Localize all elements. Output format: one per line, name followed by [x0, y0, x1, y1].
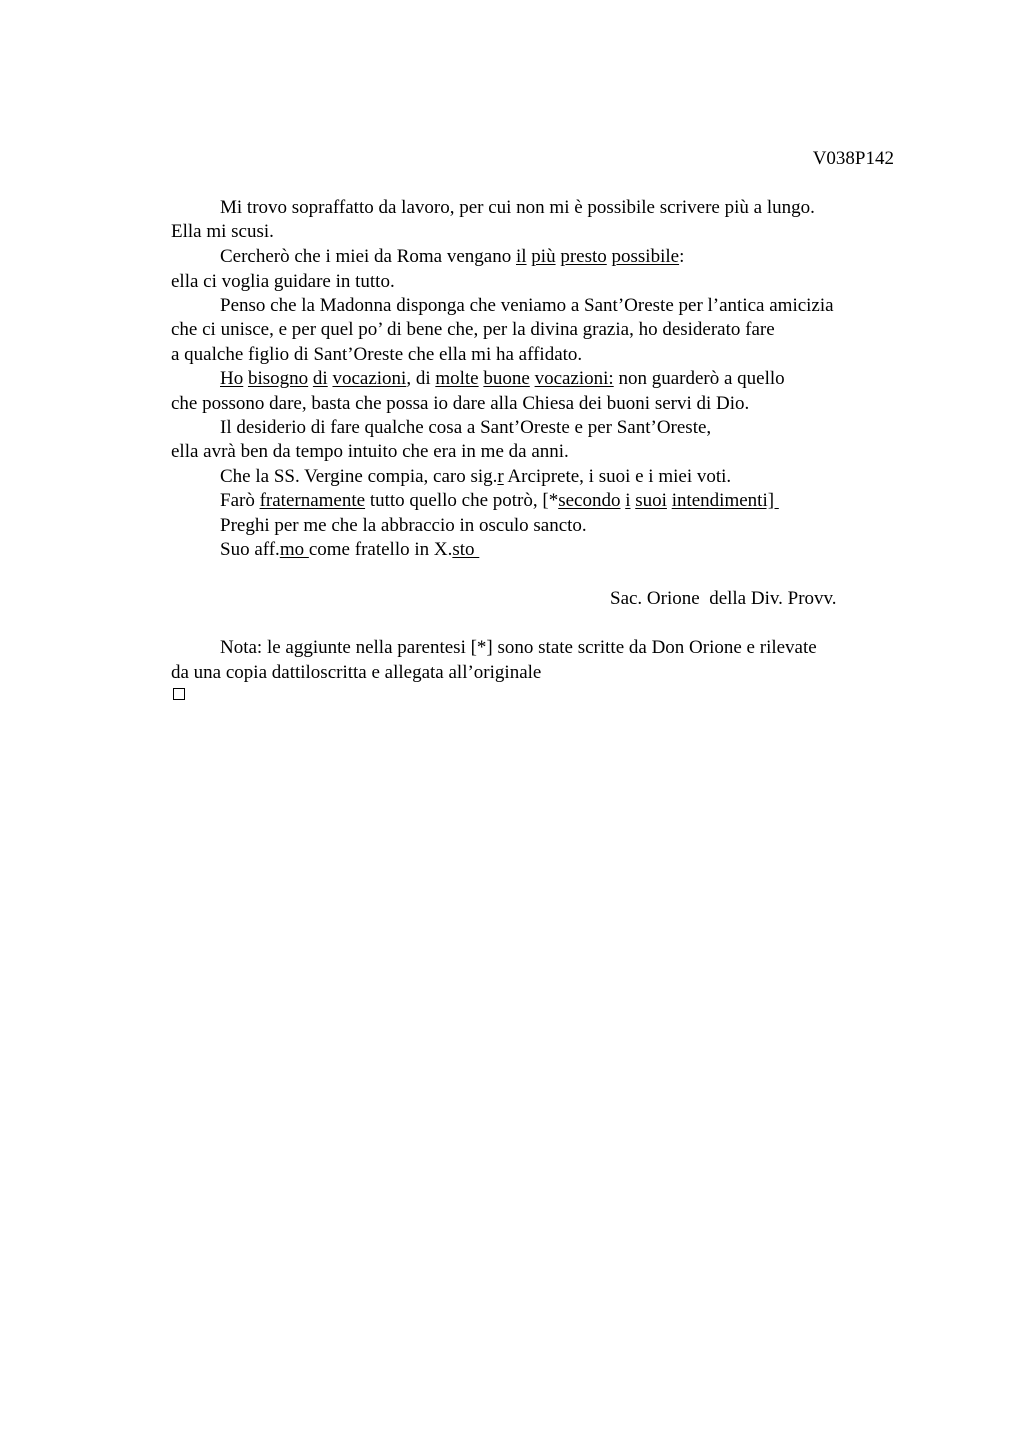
text: : — [679, 246, 685, 267]
underlined-word: mo — [279, 539, 309, 560]
text: Che la SS. Vergine compia, caro sig. — [220, 466, 498, 487]
text: tutto quello che potrò, [* — [365, 490, 559, 511]
underlined-word: possibile — [611, 246, 680, 267]
letter-line: Preghi per me che la abbraccio in osculo sancto. — [220, 515, 587, 536]
signature: Sac. Orione della Div. Provv. — [610, 588, 837, 609]
note-line: da una copia dattiloscritta e allegata all’originale — [171, 662, 542, 683]
text: Suo aff. — [220, 539, 280, 560]
letter-line — [220, 538, 479, 562]
letter-line: che possono dare, basta che possa io dare alla Chiesa dei buoni servi di Dio. — [171, 393, 750, 414]
underlined-word: bisogno — [247, 368, 309, 389]
underlined-word: fraternamente — [259, 490, 366, 511]
underlined-word: presto — [560, 246, 607, 267]
letter-line: Mi trovo sopraffatto da lavoro, per cui non mi è possibile scrivere più a lungo. — [220, 197, 815, 218]
letter-line — [220, 367, 785, 391]
underlined-word: buone — [483, 368, 530, 389]
text: Farò — [220, 490, 260, 511]
underlined-word: più — [531, 246, 556, 267]
text: , di — [406, 368, 436, 389]
underlined-word: r — [497, 466, 504, 487]
page-id: V038P142 — [812, 148, 894, 169]
underlined-word: vocazioni — [332, 368, 407, 389]
underlined-word: suoi — [635, 490, 667, 511]
underlined-word: secondo — [558, 490, 621, 511]
underlined-word: vocazioni: — [534, 368, 614, 389]
letter-line: Il desiderio di fare qualche cosa a Sant’Oreste e per Sant’Oreste, — [220, 417, 712, 438]
letter-line: che ci unisce, e per quel po’ di bene che, per la divina grazia, ho desiderato fare — [171, 319, 775, 340]
letter-line: ella ci voglia guidare in tutto. — [171, 271, 395, 292]
underlined-word: il — [515, 246, 527, 267]
text: Arciprete, i suoi e i miei voti. — [503, 466, 732, 487]
underlined-word: molte — [435, 368, 479, 389]
letter-line: a qualche figlio di Sant’Oreste che ella mi ha affidato. — [171, 344, 583, 365]
underlined-word: intendimenti] — [671, 490, 779, 511]
text: non guarderò a quello — [613, 368, 785, 389]
letter-line: Ella mi scusi. — [171, 221, 274, 242]
letter-line: ella avrà ben da tempo intuito che era in me da anni. — [171, 441, 569, 462]
underlined-word: di — [312, 368, 328, 389]
underlined-word: Ho — [220, 368, 244, 389]
underlined-word: i — [625, 490, 631, 511]
note-line: Nota: le aggiunte nella parentesi [*] sono state scritte da Don Orione e rilevate — [220, 637, 817, 658]
text: come fratello in X. — [308, 539, 453, 560]
letter-line — [220, 489, 779, 513]
underlined-word: sto — [452, 539, 480, 560]
letter-line: Penso che la Madonna disponga che veniamo a Sant’Oreste per l’antica amicizia — [220, 295, 834, 316]
text: Cercherò che i miei da Roma vengano — [220, 246, 516, 267]
letter-line — [220, 465, 731, 489]
checkbox-glyph-icon — [173, 688, 185, 700]
letter-line — [220, 245, 684, 269]
